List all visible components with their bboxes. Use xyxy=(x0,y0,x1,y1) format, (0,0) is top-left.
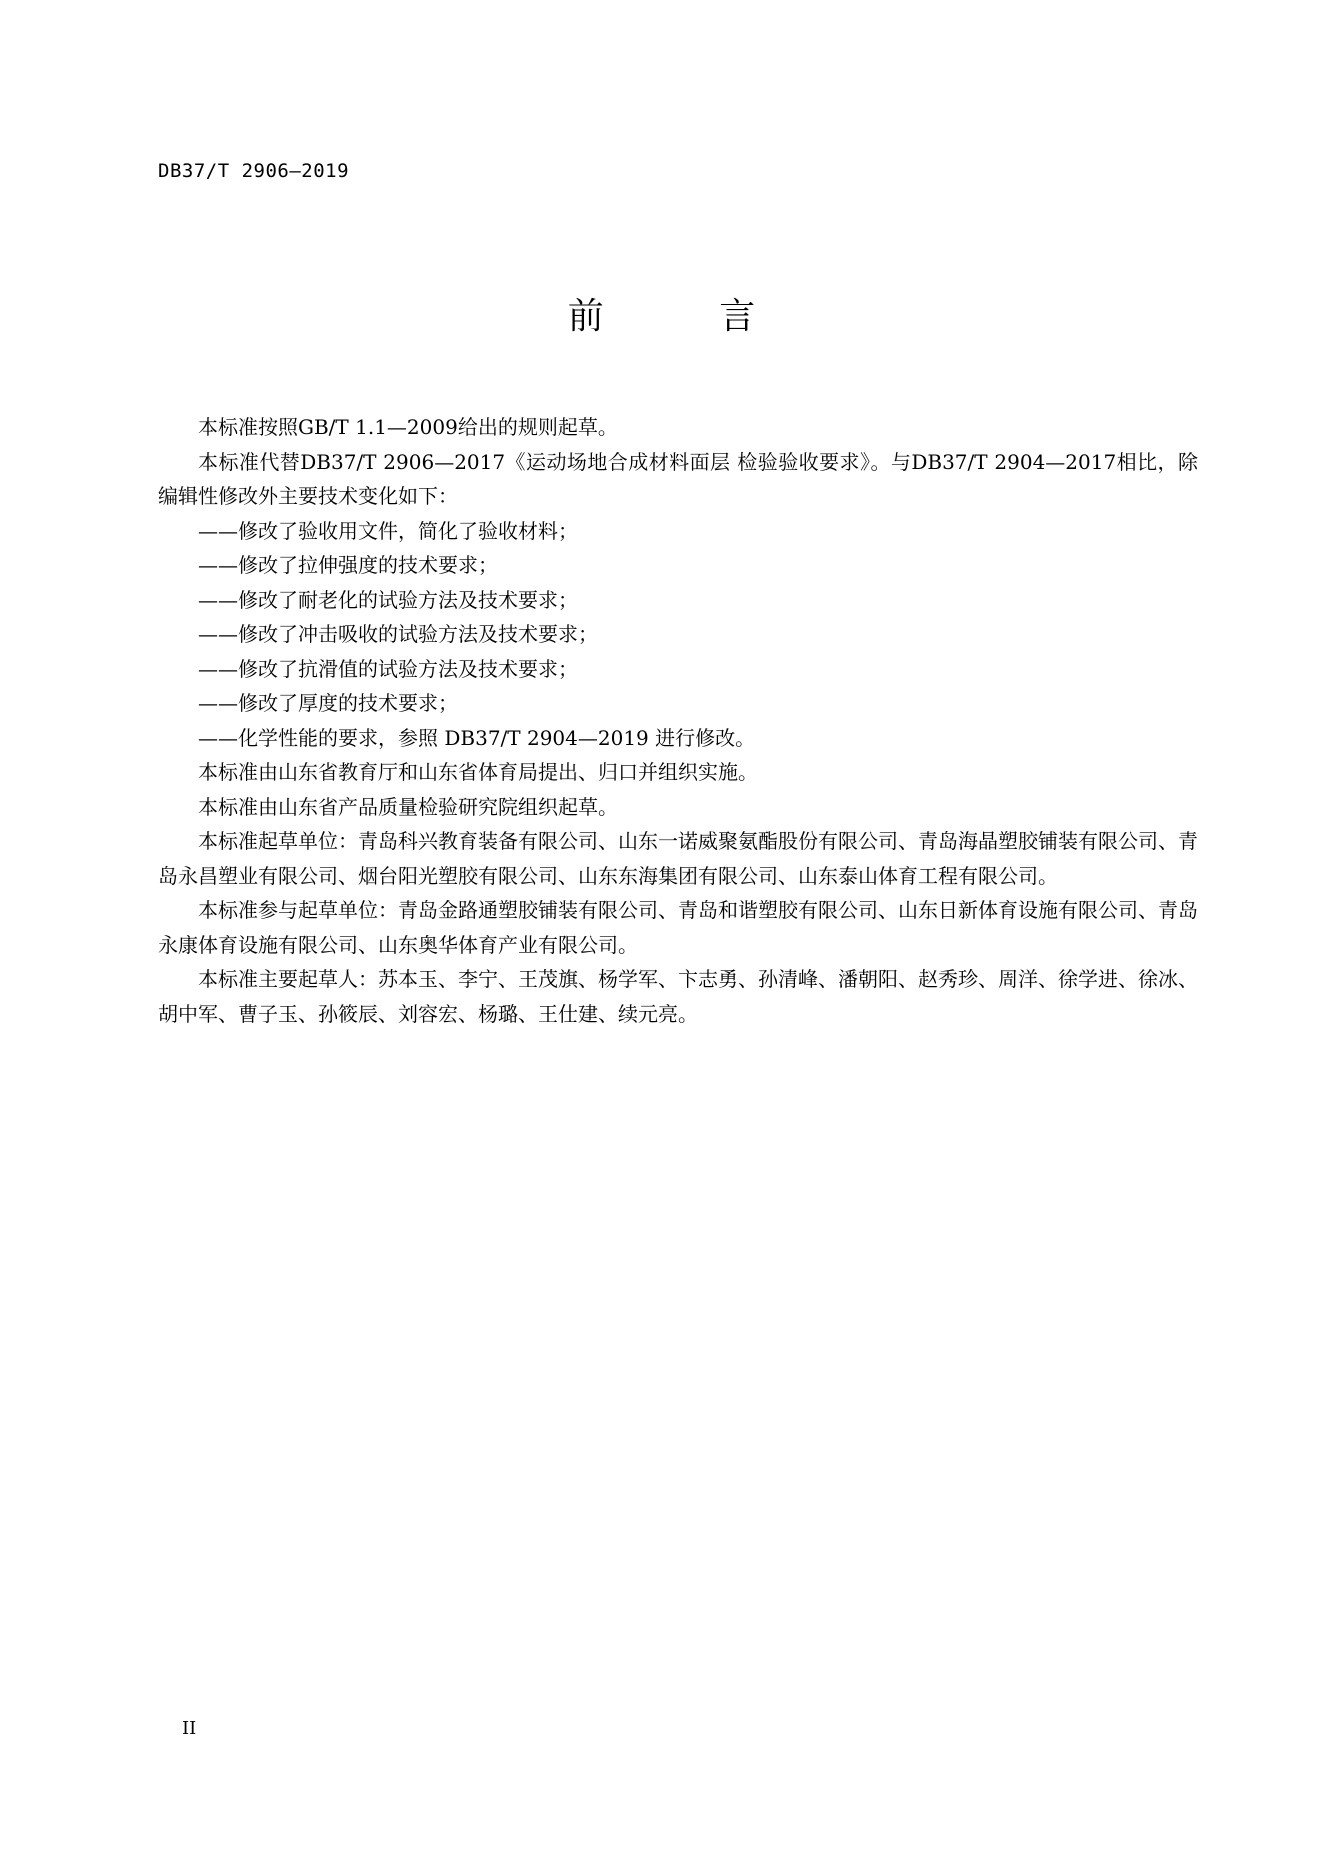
paragraph-main-drafters: 本标准主要起草人：苏本玉、李宁、王茂旗、杨学军、卞志勇、孙清峰、潘朝阳、赵秀珍、周洋、徐学进、徐冰、胡中军、曹子玉、孙筱辰、刘容宏、杨璐、王仕建、续元亮。 xyxy=(158,967,1198,1026)
change-item: ——化学性能的要求，参照 DB37/T 2904—2019 进行修改。 xyxy=(198,725,756,750)
standard-code: DB37/T 2906—2019 xyxy=(158,160,350,182)
change-item: ——修改了验收用文件，简化了验收材料； xyxy=(198,518,578,543)
change-item: ——修改了厚度的技术要求； xyxy=(198,691,458,715)
foreword-body xyxy=(158,410,1198,1031)
paragraph-drafting-rules: 本标准按照GB/T 1.1—2009给出的规则起草。 xyxy=(198,415,618,439)
paragraph-replacement: 本标准代替DB37/T 2906—2017《运动场地合成材料面层 检验验收要求》。与DB37/T 2904—2017相比，除编辑性修改外主要技术变化如下： xyxy=(158,449,1198,508)
paragraph-proposer: 本标准由山东省教育厅和山东省体育局提出、归口并组织实施。 xyxy=(198,760,758,784)
change-item: ——修改了冲击吸收的试验方法及技术要求； xyxy=(198,622,598,646)
paragraph-drafting-units: 本标准起草单位：青岛科兴教育装备有限公司、山东一诺威聚氨酯股份有限公司、青岛海晶塑胶铺装有限公司、青岛永昌塑业有限公司、烟台阳光塑胶有限公司、山东东海集团有限公司、山东泰山体育工程有限公司。 xyxy=(158,829,1198,888)
change-item: ——修改了抗滑值的试验方法及技术要求； xyxy=(198,656,578,681)
paragraph-organizer: 本标准由山东省产品质量检验研究院组织起草。 xyxy=(198,794,618,819)
change-item: ——修改了耐老化的试验方法及技术要求； xyxy=(198,587,578,612)
page-number: II xyxy=(182,1718,197,1739)
page-title: 前 言 xyxy=(567,296,808,337)
change-item: ——修改了拉伸强度的技术要求； xyxy=(198,553,498,577)
paragraph-participating-units: 本标准参与起草单位：青岛金路通塑胶铺装有限公司、青岛和谐塑胶有限公司、山东日新体育设施有限公司、青岛永康体育设施有限公司、山东奥华体育产业有限公司。 xyxy=(158,898,1198,957)
